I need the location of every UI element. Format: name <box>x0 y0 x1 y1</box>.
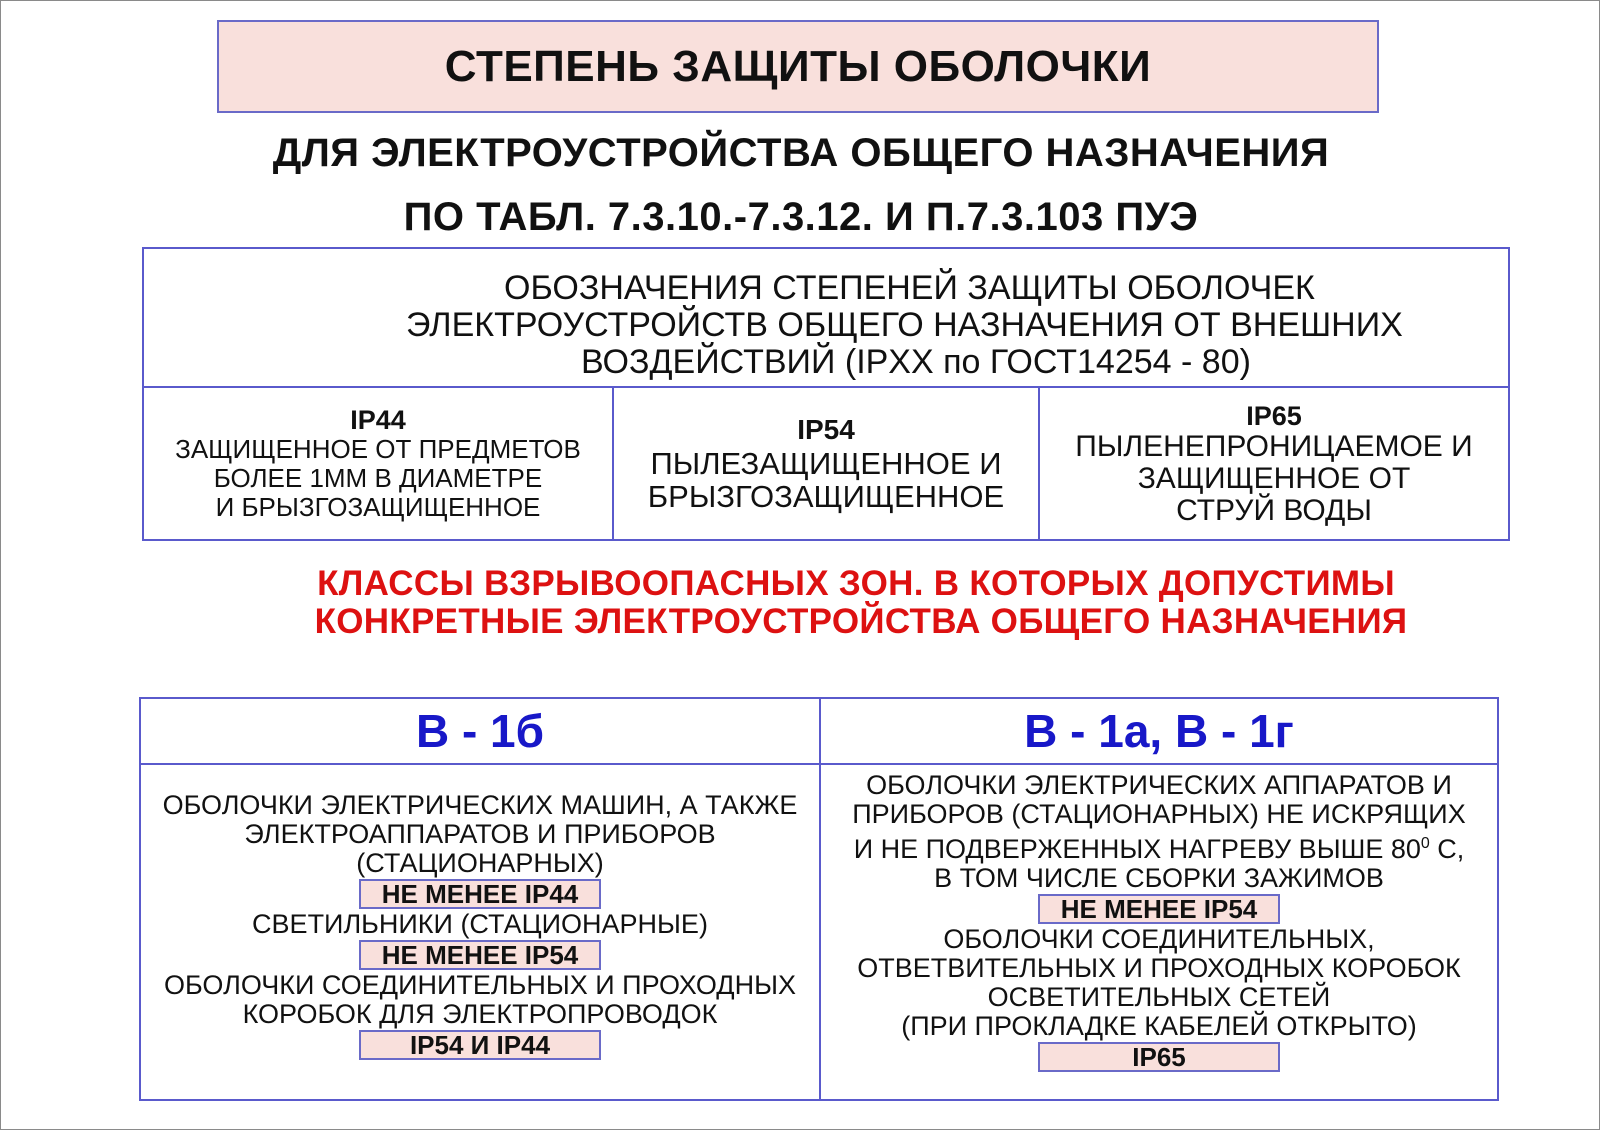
zone-column-v1b <box>141 699 821 1099</box>
zone-column-v1a-v1g <box>821 699 1497 1099</box>
ip-heading-line: ЭЛЕКТРОУСТРОЙСТВ ОБЩЕГО НАЗНАЧЕНИЯ ОТ ВНЕШНИХ <box>406 306 1403 344</box>
zone-text-line: ОБОЛОЧКИ СОЕДИНИТЕЛЬНЫХ И ПРОХОДНЫХ <box>164 970 796 1000</box>
zones-heading-line-2: КОНКРЕТНЫЕ ЭЛЕКТРОУСТРОЙСТВА ОБЩЕГО НАЗНАЧЕНИЯ <box>314 602 1408 641</box>
zone-text-line: ОБОЛОЧКИ СОЕДИНИТЕЛЬНЫХ, <box>943 924 1375 954</box>
ip-description-line: И БРЫЗГОЗАЩИЩЕННОЕ <box>215 492 541 522</box>
zone-text-line: ОБОЛОЧКИ ЭЛЕКТРИЧЕСКИХ МАШИН, А ТАКЖЕ <box>162 790 798 820</box>
ip-description-line: БОЛЕЕ 1ММ В ДИАМЕТРЕ <box>213 463 543 493</box>
ip-description-line: ПЫЛЕЗАЩИЩЕННОЕ И <box>650 445 1002 481</box>
ip-heading-line: ВОЗДЕЙСТВИЙ (IPXX по ГОСТ14254 - 80) <box>581 343 1251 381</box>
zone-text-fragment: И НЕ ПОДВЕРЖЕННЫХ НАГРЕВУ ВЫШЕ 80 <box>853 834 1421 864</box>
subtitle-line-2: ПО ТАБЛ. 7.3.10.-7.3.12. И П.7.3.103 ПУЭ <box>403 195 1199 239</box>
ip54-cell <box>614 388 1040 539</box>
zone-text-line-with-degree <box>854 835 1465 864</box>
zone-title: В - 1б <box>141 699 819 765</box>
requirement-badge: НЕ МЕНЕЕ IP54 <box>1038 894 1280 924</box>
ip-description-line: ЗАЩИЩЕННОЕ ОТ ПРЕДМЕТОВ <box>175 434 581 464</box>
requirement-badge: IP54 И IP44 <box>359 1030 601 1060</box>
zones-table <box>139 697 1499 1101</box>
page-title: СТЕПЕНЬ ЗАЩИТЫ ОБОЛОЧКИ <box>444 41 1152 91</box>
subtitle-line-1: ДЛЯ ЭЛЕКТРОУСТРОЙСТВА ОБЩЕГО НАЗНАЧЕНИЯ <box>272 131 1330 175</box>
zone-text-line: В ТОМ ЧИСЛЕ СБОРКИ ЗАЖИМОВ <box>934 863 1384 893</box>
ip-description-line: ПЫЛЕНЕПРОНИЦАЕМОЕ И <box>1075 429 1473 463</box>
zone-text-line: СВЕТИЛЬНИКИ (СТАЦИОНАРНЫЕ) <box>252 909 708 939</box>
zone-text-line: КОРОБОК ДЛЯ ЭЛЕКТРОПРОВОДОК <box>242 999 718 1029</box>
ip-code: IP65 <box>1246 400 1302 431</box>
zone-text-fragment: С, <box>1429 834 1465 864</box>
zone-text-line: (ПРИ ПРОКЛАДКЕ КАБЕЛЕЙ ОТКРЫТО) <box>901 1011 1417 1041</box>
ip-heading-line: ОБОЗНАЧЕНИЯ СТЕПЕНЕЙ ЗАЩИТЫ ОБОЛОЧЕК <box>504 269 1315 307</box>
ip65-cell <box>1040 388 1508 539</box>
zone-text-line: ОБОЛОЧКИ ЭЛЕКТРИЧЕСКИХ АППАРАТОВ И <box>866 770 1452 800</box>
ip-code: IP44 <box>350 405 406 435</box>
ip-description-line: ЗАЩИЩЕННОЕ ОТ <box>1137 461 1411 495</box>
requirement-badge: IP65 <box>1038 1042 1280 1072</box>
ip-code: IP54 <box>797 413 855 445</box>
zone-title: В - 1а, В - 1г <box>821 699 1497 765</box>
zone-text-line: ЭЛЕКТРОАППАРАТОВ И ПРИБОРОВ <box>244 819 716 849</box>
zone-text-line: (СТАЦИОНАРНЫХ) <box>356 848 604 878</box>
ip44-cell <box>144 388 614 539</box>
zone-body <box>821 765 1497 1073</box>
ip-designations-table <box>142 247 1510 541</box>
zone-text-line: ОСВЕТИТЕЛЬНЫХ СЕТЕЙ <box>987 982 1331 1012</box>
degree-superscript: 0 <box>1420 835 1430 852</box>
title-box <box>217 20 1379 113</box>
ip-description-line: СТРУЙ ВОДЫ <box>1176 493 1372 527</box>
ip-description-line: БРЫЗГОЗАЩИЩЕННОЕ <box>647 478 1005 514</box>
zone-text-line: ПРИБОРОВ (СТАЦИОНАРНЫХ) НЕ ИСКРЯЩИХ <box>852 799 1466 829</box>
requirement-badge: НЕ МЕНЕЕ IP54 <box>359 940 601 970</box>
ip-table-heading <box>144 249 1508 388</box>
zone-body <box>141 765 819 1061</box>
zones-heading-line-1: КЛАССЫ ВЗРЫВООПАСНЫХ ЗОН. В КОТОРЫХ ДОПУСТИМЫ <box>317 564 1395 603</box>
requirement-badge: НЕ МЕНЕЕ IP44 <box>359 879 601 909</box>
zone-text-line: ОТВЕТВИТЕЛЬНЫХ И ПРОХОДНЫХ КОРОБОК <box>857 953 1461 983</box>
